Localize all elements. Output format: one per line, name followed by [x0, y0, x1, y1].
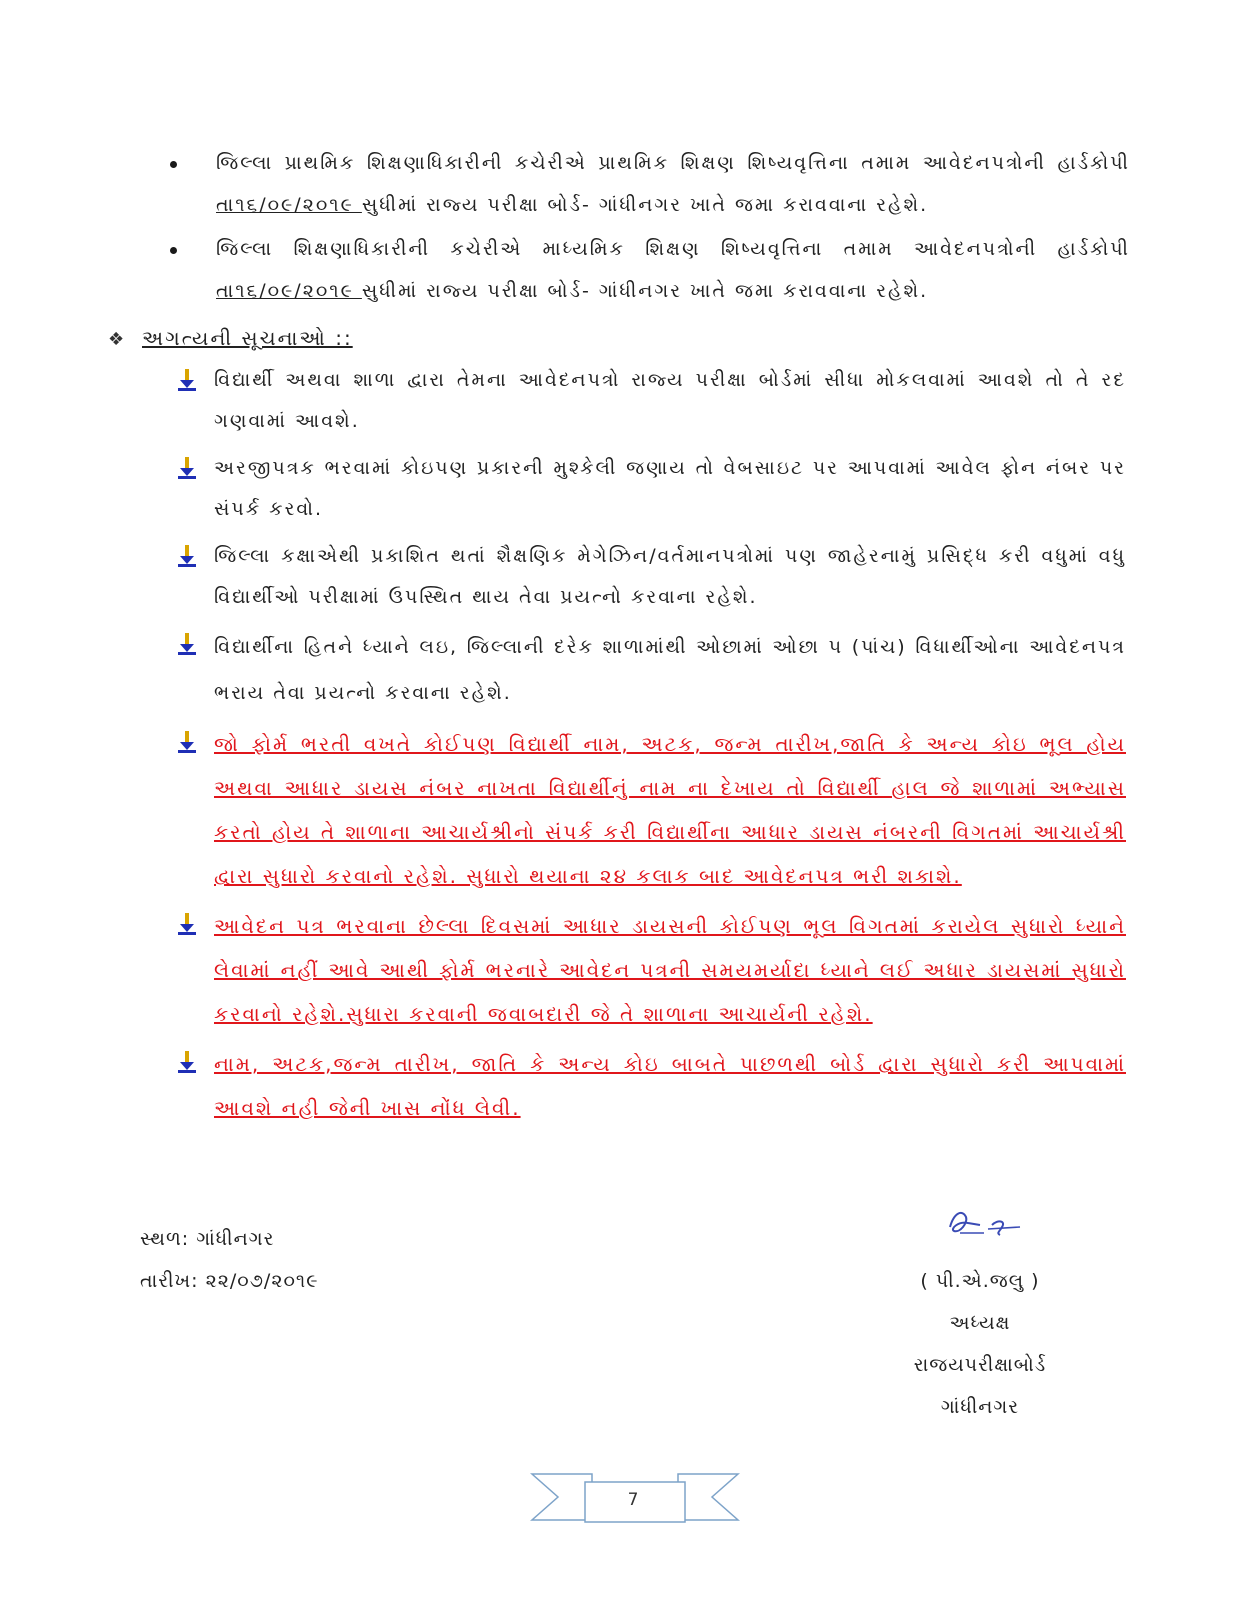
- arrow-bullet-icon: [176, 544, 198, 568]
- signatory-org: રાજયપરીક્ષાબોર્ડ: [913, 1354, 1047, 1376]
- bullet-text: જિલ્લા શિક્ષણાધિકારીની કચેરીએ માધ્યમિક શિક્ષણ શિષ્યવૃત્તિના તમામ આવેદનપત્રોની હાર્ડકોપી: [216, 238, 1130, 260]
- instructions-list: [176, 360, 1126, 1136]
- bullet-text: જિલ્લા પ્રાથમિક શિક્ષણાધિકારીની કચેરીએ પ્રાથમિક શિક્ષણ શિષ્યવૃત્તિના તમામ આવેદનપત્રોની હાર્ડકોપી: [216, 152, 1130, 174]
- important-instruction-item: [176, 722, 1126, 898]
- deadline-date: તા૧૬/૦૯/૨૦૧૯: [216, 194, 362, 216]
- arrow-bullet-icon: [176, 730, 198, 754]
- important-instruction-text: જો ફોર્મ ભરતી વખતે કોઈપણ વિદ્યાર્થી નામ, અટક, જન્મ તારીખ,જાતિ કે અન્ય કોઇ ભૂલ હોય અથવા આધાર ડાયસ નંબર નાખતા વિદ્યાર્થીનું નામ ના દેખાય તો વિદ્યાર્થી હાલ જે શાળામાં અભ્યાસ કરતો હોય તે શાળાના આચાર્યશ્રીનો સંપર્ક કરી વિદ્યાર્થીના આધાર ડાયસ નંબરની વિગતમાં આચાર્યશ્રી દ્વારા સુધારો કરવાનો રહેશે. સુધારો થયાના ૨૪ કલાક બાદ આવેદનપત્ર ભરી શકાશે.: [214, 732, 1126, 888]
- bullet-text-end: સુધીમાં રાજ્ય પરીક્ષા બોર્ડ- ગાંધીનગર ખાતે જમા કરાવવાના રહેશે.: [361, 280, 929, 302]
- signatory-role: અધ્યક્ષ: [949, 1312, 1011, 1334]
- heading-text: અગત્યની સૂચનાઓ ::: [142, 326, 353, 350]
- important-instruction-item: [176, 904, 1126, 1036]
- deadline-date: તા૧૬/૦૯/૨૦૧૯: [216, 280, 362, 302]
- date-line: તારીખ: ૨૨/૦૭/૨૦૧૯: [140, 1270, 319, 1292]
- important-instruction-text: આવેદન પત્ર ભરવાના છેલ્લા દિવસમાં આધાર ડાયસની કોઈપણ ભૂલ વિગતમાં કરાયેલ સુધારો ધ્યાને લેવામાં નહીં આવે આથી ફોર્મ ભરનારે આવેદન પત્રની સમયમર્યાદા ધ્યાને લઈ અધાર ડાયસમાં સુધારો કરવાનો રહેશે.સુધારા કરવાની જવાબદારી જે તે શાળાના આચાર્યની રહેશે.: [214, 914, 1126, 1026]
- arrow-bullet-icon: [176, 1050, 198, 1074]
- arrow-bullet-icon: [176, 368, 198, 392]
- bullet-dot-icon: [170, 161, 177, 168]
- arrow-bullet-icon: [176, 456, 198, 480]
- signatory-city: ગાંધીનગર: [940, 1396, 1020, 1418]
- section-heading: [108, 318, 353, 360]
- instruction-text: જિલ્લા કક્ષાએથી પ્રકાશિત થતાં શૈક્ષણિક મેગેઝિન/વર્તમાનપત્રોમાં પણ જાહેરનામું પ્રસિદ્ધ કરી વધુમાં વધુ વિદ્યાર્થીઓ પરીક્ષામાં ઉપસ્થિત થાય તેવા પ્રયત્નો કરવાના રહેશે.: [214, 545, 1126, 608]
- instruction-text: વિદ્યાર્થી અથવા શાળા દ્વારા તેમના આવેદનપત્રો રાજ્ય પરીક્ષા બોર્ડમાં સીધા મોકલવામાં આવશે તો તે રદ ગણવામાં આવશે.: [214, 369, 1126, 432]
- instruction-item: [176, 360, 1126, 442]
- page-number: 7: [627, 1490, 639, 1510]
- instruction-item: [176, 448, 1126, 530]
- instruction-item: [176, 624, 1126, 716]
- instruction-item: [176, 536, 1126, 618]
- important-instruction-text: નામ, અટક,જન્મ તારીખ, જાતિ કે અન્ય કોઇ બાબતે પાછળથી બોર્ડ દ્વારા સુધારો કરી આપવામાં આવશે નહી જેની ખાસ નોંધ લેવી.: [214, 1052, 1126, 1120]
- bullet-item: [170, 142, 1130, 226]
- instruction-text: અરજીપત્રક ભરવામાં કોઇપણ પ્રકારની મુશ્કેલી જણાય તો વેબસાઇટ પર આપવામાં આવેલ ફોન નંબર પર સંપર્ક કરવો.: [214, 457, 1126, 520]
- signatory-name: ( પી.એ.જલુ ): [920, 1270, 1040, 1292]
- diamond-bullet-icon: ❖: [108, 329, 127, 350]
- signature-image: [940, 1203, 1030, 1243]
- bullet-item: [170, 228, 1130, 312]
- important-instruction-item: [176, 1042, 1126, 1130]
- arrow-bullet-icon: [176, 912, 198, 936]
- bullet-text-end: સુધીમાં રાજ્ય પરીક્ષા બોર્ડ- ગાંધીનગર ખાતે જમા કરાવવાના રહેશે.: [361, 194, 929, 216]
- arrow-bullet-icon: [176, 632, 198, 656]
- instruction-text: વિદ્યાર્થીના હિતને ધ્યાને લઇ, જિલ્લાની દરેક શાળામાંથી ઓછામાં ઓછા ૫ (પાંચ) વિધાર્થીઓના આવેદનપત્ર ભરાય તેવા પ્રયત્નો કરવાના રહેશે.: [214, 636, 1126, 704]
- place-line: સ્થળ: ગાંધીનગર: [140, 1228, 275, 1250]
- bullet-dot-icon: [170, 247, 177, 254]
- submission-bullets: [170, 142, 1130, 314]
